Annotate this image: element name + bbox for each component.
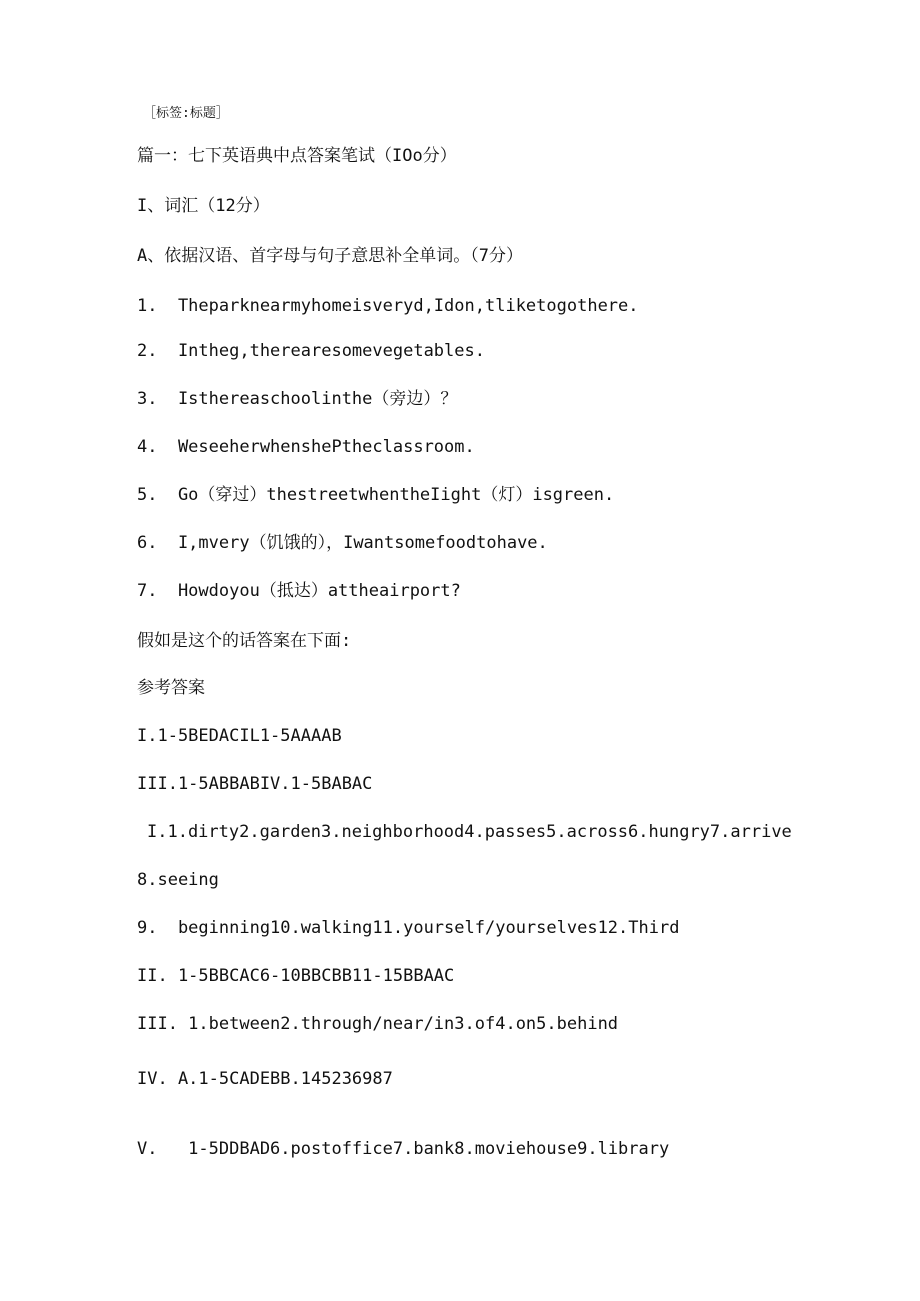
question-1: 1. Theparknearmyhomeisveryd,Idon,tliketogothere. xyxy=(137,296,639,316)
question-4: 4. WeseeherwhenshePtheclassroom. xyxy=(137,437,475,457)
answer-line: 8.seeing xyxy=(137,870,219,890)
document-title: 篇一：七下英语典中点答案笔试（IOo分） xyxy=(137,146,457,166)
question-6: 6. I,mvery（饥饿的），Iwantsomefoodtohave. xyxy=(137,533,548,553)
answer-line: III.1-5ABBABIV.1-5BABAC xyxy=(137,774,373,794)
question-2: 2. Intheg,therearesomevegetables. xyxy=(137,341,485,361)
answer-line: II. 1-5BBCAC6-10BBCBB11-15BBAAC xyxy=(137,966,455,986)
answer-line: IV. A.1-5CADEBB.145236987 xyxy=(137,1069,393,1089)
answer-line: I.1.dirty2.garden3.neighborhood4.passes5.across6.hungry7.arrive xyxy=(147,822,792,842)
answer-intro: 假如是这个的话答案在下面: xyxy=(137,631,352,651)
tag-line: ［标签:标题］ xyxy=(143,106,229,121)
subsection-instruction: A、依据汉语、首字母与句子意思补全单词。（7分） xyxy=(137,246,523,266)
question-3: 3. Isthereaschoolinthe（旁边）？ xyxy=(137,389,458,409)
answer-line: 9. beginning10.walking11.yourself/yourselves12.Third xyxy=(137,918,680,938)
question-5: 5. Go（穿过）thestreetwhentheIight（灯）isgreen. xyxy=(137,485,615,505)
answer-heading: 参考答案 xyxy=(137,678,205,698)
section-heading-vocabulary: I、词汇（12分） xyxy=(137,196,270,216)
answer-line: III. 1.between2.through/near/in3.of4.on5.behind xyxy=(137,1014,619,1034)
answer-line: V. 1-5DDBAD6.postoffice7.bank8.moviehouse9.library xyxy=(137,1139,670,1159)
answer-line: I.1-5BEDACIL1-5AAAAB xyxy=(137,726,342,746)
question-7: 7. Howdoyou（抵达）attheairport? xyxy=(137,581,461,601)
